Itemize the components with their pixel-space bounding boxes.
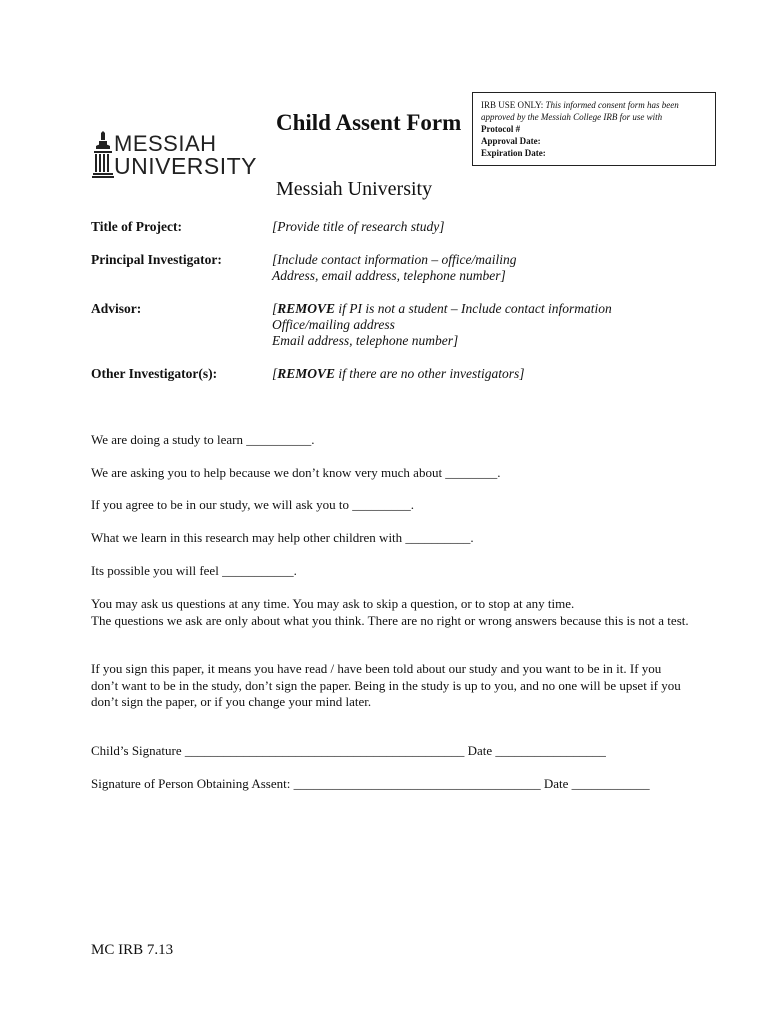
irb-protocol: Protocol # [481, 124, 521, 134]
child-signature-line: Child’s Signature ___________________________________________ Date _________________ [91, 743, 606, 758]
page-subtitle: Messiah University [276, 178, 433, 200]
building-icon [92, 131, 114, 179]
field-value-other-investigators: [REMOVE if there are no other investigators] [272, 366, 525, 381]
paragraph-signing: If you sign this paper, it means you have read / have been told about our study and you want to be in it. If you don’t want to be in the study, don’t sign the paper. Being in the study is up to you, and no one will be upset if you don’t sign the paper, or if you change your mind later. [91, 661, 681, 709]
field-label-other-investigators: Other Investigator(s): [91, 366, 218, 381]
paragraph-feelings: Its possible you will feel ___________. [91, 563, 297, 578]
assent-signature-line: Signature of Person Obtaining Assent: ______________________________________ Date ____________ [91, 776, 650, 791]
paragraph-questions: You may ask us questions at any time. You may ask to skip a question, or to stop at any time. The questions we ask are only about what you think. There are no right or wrong answers because this is not a test. [91, 596, 689, 628]
field-label-title-of-project: Title of Project: [91, 219, 182, 234]
paragraph-study-purpose: We are doing a study to learn __________. [91, 432, 315, 447]
footer-form-id: MC IRB 7.13 [91, 942, 174, 958]
field-label-advisor: Advisor: [91, 301, 142, 316]
logo-line-messiah: MESSIAH [114, 131, 217, 156]
paragraph-why-asking: We are asking you to help because we don’t know very much about ________. [91, 465, 501, 480]
messiah-university-logo [92, 131, 258, 179]
irb-lead: IRB USE ONLY: [481, 100, 544, 110]
logo-line-university: UNIVERSITY [114, 153, 258, 179]
irb-approval-date: Approval Date: [481, 136, 541, 146]
irb-note: This informed consent form has been approved by the Messiah College IRB for use with [481, 100, 679, 122]
paragraph-benefits: What we learn in this research may help other children with __________. [91, 530, 474, 545]
irb-expiration-date: Expiration Date: [481, 148, 546, 158]
field-value-advisor: [REMOVE if PI is not a student – Include contact information Office/mailing address Email address, telephone number] [272, 301, 612, 348]
page-title: Child Assent Form [276, 110, 462, 135]
irb-use-box [472, 92, 716, 166]
paragraph-what-we-ask: If you agree to be in our study, we will ask you to _________. [91, 497, 415, 512]
field-value-principal-investigator: [Include contact information – office/mailing Address, email address, telephone number] [272, 252, 517, 283]
field-value-title-of-project: [Provide title of research study] [272, 219, 445, 234]
field-label-principal-investigator: Principal Investigator: [91, 252, 222, 267]
